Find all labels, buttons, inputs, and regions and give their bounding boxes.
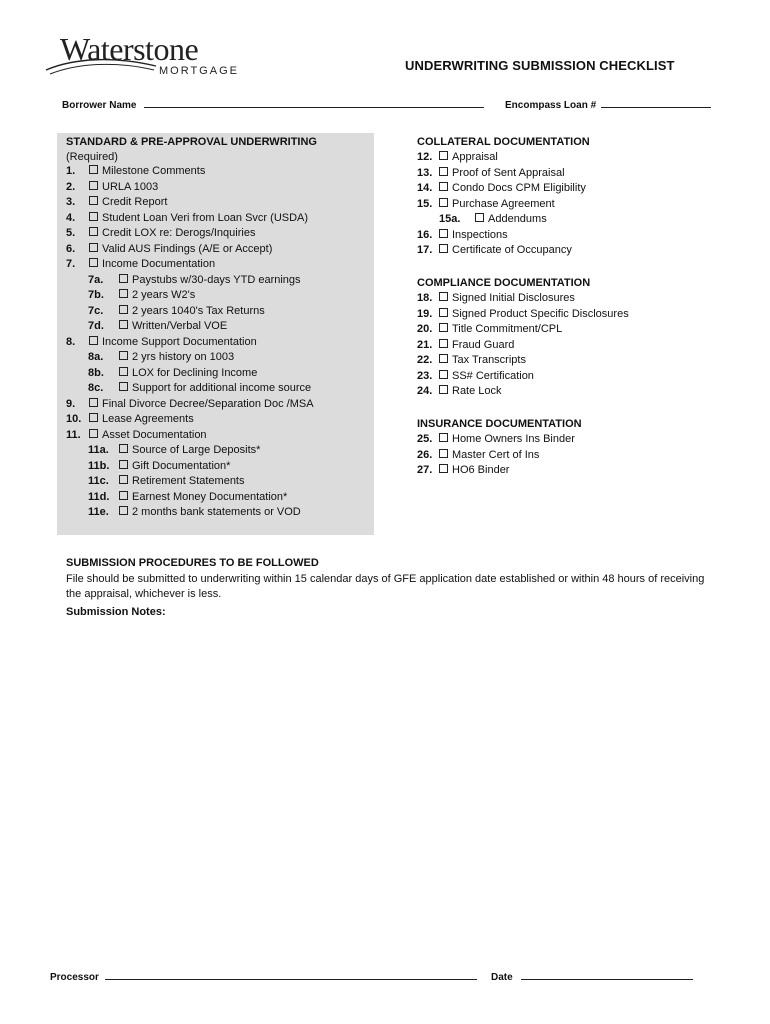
item-label: LOX for Declining Income [132, 366, 258, 379]
compliance-item-list [417, 292, 717, 402]
item-number: 8. [66, 335, 76, 348]
item-label: 2 years W2's [132, 289, 196, 301]
item-label: Signed Product Specific Disclosures [452, 307, 629, 320]
item-label: Credit Report [102, 196, 168, 208]
item-label: Tax Transcripts [452, 354, 526, 366]
logo-name: Waterstone [60, 31, 199, 67]
standard-heading: STANDARD & PRE-APPROVAL UNDERWRITING [66, 136, 317, 148]
item-number: 22. [417, 354, 433, 366]
item-label: 2 years 1040's Tax Returns [132, 304, 265, 317]
item-number: 7c. [88, 304, 104, 317]
item-label: Credit LOX re: Derogs/Inquiries [102, 227, 256, 239]
checkbox[interactable] [439, 370, 448, 379]
checkbox[interactable] [89, 413, 98, 422]
checkbox[interactable] [119, 475, 128, 484]
item-label: Asset Documentation [102, 428, 207, 441]
borrower-name-field[interactable] [144, 97, 484, 108]
item-number: 14. [417, 182, 433, 194]
item-label: Paystubs w/30-days YTD earnings [132, 273, 301, 286]
processor-row [50, 967, 477, 985]
item-label: Valid AUS Findings (A/E or Accept) [102, 242, 273, 255]
item-number: 9. [66, 397, 76, 410]
checkbox[interactable] [89, 227, 98, 236]
item-label: Student Loan Veri from Loan Svcr (USDA) [102, 211, 309, 224]
item-label: Inspections [452, 228, 508, 241]
item-number: 23. [417, 369, 433, 382]
submission-notes-label: Submission Notes: [66, 606, 166, 618]
insurance-item-list [417, 433, 717, 483]
item-number: 7d. [88, 320, 104, 332]
checkbox[interactable] [439, 449, 448, 458]
checkbox[interactable] [119, 506, 128, 515]
item-number: 7. [66, 258, 76, 270]
item-number: 15a. [439, 213, 461, 225]
checkbox[interactable] [119, 382, 128, 391]
checkbox[interactable] [119, 460, 128, 469]
date-row [491, 967, 693, 985]
item-label: 2 yrs history on 1003 [132, 351, 235, 363]
item-label: Final Divorce Decree/Separation Doc /MSA [102, 397, 314, 410]
borrower-name-row [62, 95, 484, 113]
checkbox[interactable] [89, 429, 98, 438]
item-label: URLA 1003 [102, 180, 159, 193]
insurance-heading: INSURANCE DOCUMENTATION [417, 418, 582, 430]
item-label: Support for additional income source [132, 382, 312, 394]
item-number: 17. [417, 244, 433, 256]
item-number: 8a. [88, 351, 104, 363]
item-number: 7b. [88, 289, 104, 301]
item-label: Lease Agreements [102, 413, 194, 425]
checkbox[interactable] [439, 354, 448, 363]
checkbox[interactable] [119, 305, 128, 314]
item-number: 8c. [88, 382, 104, 394]
item-number: 7a. [88, 273, 104, 286]
item-label: Master Cert of Ins [452, 448, 540, 461]
item-number: 11b. [88, 459, 110, 472]
checkbox[interactable] [439, 182, 448, 191]
item-label: Written/Verbal VOE [132, 320, 228, 332]
item-label: Title Commitment/CPL [452, 323, 563, 335]
checkbox[interactable] [475, 213, 484, 222]
item-number: 3. [66, 196, 76, 208]
item-label: Signed Initial Disclosures [452, 292, 575, 304]
collateral-heading: COLLATERAL DOCUMENTATION [417, 136, 590, 148]
checkbox[interactable] [439, 151, 448, 160]
checkbox[interactable] [439, 244, 448, 253]
item-label: Purchase Agreement [452, 197, 555, 210]
checkbox[interactable] [89, 196, 98, 205]
item-number: 15. [417, 197, 433, 210]
item-number: 20. [417, 323, 433, 335]
item-label: Home Owners Ins Binder [452, 433, 575, 445]
checkbox[interactable] [119, 367, 128, 376]
checkbox[interactable] [119, 351, 128, 360]
item-number: 11c. [88, 475, 109, 487]
standard-item-list [66, 165, 366, 525]
item-number: 13. [417, 166, 433, 179]
compliance-heading: COMPLIANCE DOCUMENTATION [417, 277, 591, 289]
checkbox[interactable] [439, 198, 448, 207]
checkbox[interactable] [439, 229, 448, 238]
standard-underwriting-panel [57, 133, 374, 535]
item-label: Appraisal [452, 151, 498, 163]
item-number: 11a. [88, 444, 109, 456]
item-label: Proof of Sent Appraisal [452, 166, 565, 179]
processor-label: Processor [50, 972, 99, 983]
checkbox[interactable] [89, 258, 98, 267]
checkbox[interactable] [119, 289, 128, 298]
item-label: Source of Large Deposits* [132, 444, 261, 456]
checkbox[interactable] [439, 339, 448, 348]
item-label: Rate Lock [452, 385, 502, 397]
item-label: Income Support Documentation [102, 335, 257, 348]
item-label: 2 months bank statements or VOD [132, 506, 301, 518]
item-number: 18. [417, 292, 433, 304]
item-label: Income Documentation [102, 258, 216, 270]
checkbox[interactable] [89, 212, 98, 221]
checkbox[interactable] [119, 444, 128, 453]
procedures-heading: SUBMISSION PROCEDURES TO BE FOLLOWED [66, 557, 319, 569]
item-number: 11e. [88, 506, 109, 518]
checkbox[interactable] [119, 274, 128, 283]
item-label: Certificate of Occupancy [452, 244, 572, 256]
checkbox[interactable] [439, 292, 448, 301]
procedures-text: File should be submitted to underwriting within 15 calendar days of GFE application date established or within 48 hours of receiving the appraisal, whichever is less. [66, 573, 705, 600]
item-number: 1. [66, 165, 76, 177]
waterstone-logo [44, 30, 259, 78]
item-number: 26. [417, 448, 433, 461]
item-label: Retirement Statements [132, 475, 245, 487]
standard-subheading: (Required) [66, 151, 118, 163]
date-field[interactable] [521, 969, 693, 980]
item-number: 11d. [88, 490, 110, 503]
checkbox[interactable] [439, 323, 448, 332]
borrower-name-label: Borrower Name [62, 100, 137, 111]
logo-sub: MORTGAGE [159, 65, 239, 77]
item-label: Gift Documentation* [132, 459, 231, 472]
item-number: 19. [417, 307, 433, 320]
page-title: UNDERWRITING SUBMISSION CHECKLIST [405, 58, 675, 73]
checkbox[interactable] [89, 243, 98, 252]
item-number: 21. [417, 338, 433, 351]
item-number: 2. [66, 180, 76, 193]
item-label: Milestone Comments [102, 165, 206, 177]
item-number: 27. [417, 464, 433, 476]
checkbox[interactable] [439, 167, 448, 176]
item-number: 8b. [88, 366, 104, 379]
checkbox[interactable] [439, 464, 448, 473]
loan-number-field[interactable] [601, 97, 711, 108]
item-label: Addendums [488, 213, 547, 225]
item-label: Earnest Money Documentation* [132, 490, 288, 503]
item-number: 16. [417, 228, 433, 241]
checkbox[interactable] [89, 165, 98, 174]
item-label: Fraud Guard [452, 338, 515, 351]
checkbox[interactable] [439, 433, 448, 442]
item-label: SS# Certification [452, 369, 534, 382]
checkbox[interactable] [119, 491, 128, 500]
checkbox[interactable] [119, 320, 128, 329]
item-number: 11. [66, 428, 81, 441]
loan-number-row [505, 95, 711, 113]
item-number: 25. [417, 433, 433, 445]
item-number: 24. [417, 385, 433, 397]
loan-number-label: Encompass Loan # [505, 100, 597, 111]
processor-field[interactable] [105, 969, 477, 980]
checkbox[interactable] [89, 181, 98, 190]
item-label: Condo Docs CPM Eligibility [452, 182, 586, 194]
collateral-item-list [417, 151, 717, 261]
item-number: 5. [66, 227, 76, 239]
item-number: 6. [66, 242, 76, 255]
item-number: 10. [66, 413, 82, 425]
checkbox[interactable] [439, 385, 448, 394]
item-number: 4. [66, 211, 76, 224]
checkbox[interactable] [439, 308, 448, 317]
item-label: HO6 Binder [452, 464, 510, 476]
checkbox[interactable] [89, 336, 98, 345]
checkbox[interactable] [89, 398, 98, 407]
date-label: Date [491, 972, 513, 983]
item-number: 12. [417, 151, 433, 163]
